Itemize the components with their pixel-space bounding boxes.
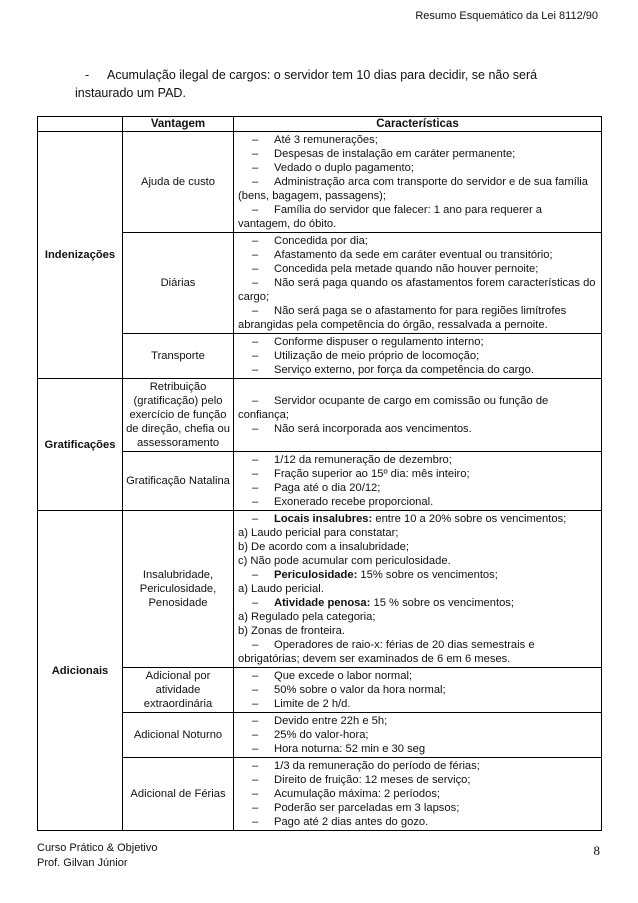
list-item [238, 815, 597, 829]
item-text: Serviço externo, por força da competência do cargo. [274, 364, 534, 376]
intro-bullet: - [85, 68, 90, 82]
dash-bullet: – [252, 423, 259, 435]
vantagem-cell: Adicional por atividade extraordinária [123, 668, 234, 713]
list-item [238, 759, 597, 773]
item-text: Acumulação máxima: 2 períodos; [274, 788, 441, 800]
dash-bullet: – [252, 454, 259, 466]
list-item [238, 742, 597, 756]
item-text: Direito de fruição: 12 meses de serviço; [274, 774, 471, 786]
item-text: Poderão ser parceladas em 3 lapsos; [274, 802, 460, 814]
item-text: Servidor ocupante de cargo em comissão ou função de confiança; [238, 395, 549, 421]
dash-bullet: – [252, 684, 259, 696]
page-number: 8 [593, 843, 600, 858]
table-row [38, 668, 602, 713]
item-text: 25% do valor-hora; [274, 729, 369, 741]
item-text: 15% sobre os vencimentos; [357, 569, 498, 581]
dash-bullet: – [252, 305, 259, 317]
table-row [38, 334, 602, 379]
list-item [238, 349, 597, 363]
dash-bullet: – [252, 162, 259, 174]
item-keyword: Locais insalubres: [274, 513, 373, 525]
dash-bullet: – [252, 364, 259, 376]
item-text: Hora noturna: 52 min e 30 seg [274, 743, 426, 755]
dash-bullet: – [252, 698, 259, 710]
item-text: Não será incorporada aos vencimentos. [274, 423, 472, 435]
list-item [238, 787, 597, 801]
dash-bullet: – [252, 235, 259, 247]
vantagem-cell: Ajuda de custo [123, 132, 234, 233]
table-row [38, 713, 602, 758]
caracteristicas-cell [234, 334, 602, 379]
item-text: entre 10 a 20% sobre os vencimentos; [372, 513, 567, 525]
vantagem-cell: Insalubridade, Periculosidade, Penosidade [123, 511, 234, 668]
list-item [238, 697, 597, 711]
dash-bullet: – [252, 639, 259, 651]
dash-bullet: – [252, 468, 259, 480]
list-item [238, 568, 597, 582]
header-empty [38, 117, 123, 132]
table-row [38, 758, 602, 831]
item-text: Despesas de instalação em caráter permanente; [274, 148, 516, 160]
dash-bullet: – [252, 277, 259, 289]
list-item [238, 773, 597, 787]
footer-author: Prof. Gilvan Júnior [37, 857, 128, 869]
dash-bullet: – [252, 148, 259, 160]
list-item [238, 147, 597, 161]
caracteristicas-cell [234, 713, 602, 758]
item-text: Administração arca com transporte do servidor e de sua família (bens, bagagem, passagens); [238, 176, 589, 202]
dash-bullet: – [252, 597, 259, 609]
dash-bullet: – [252, 729, 259, 741]
category-cell: Adicionais [38, 511, 123, 831]
caracteristicas-cell [234, 379, 602, 452]
item-text: Concedida pela metade quando não houver pernoite; [274, 263, 539, 275]
dash-bullet: – [252, 802, 259, 814]
header-caracteristicas: Características [234, 117, 602, 132]
dash-bullet: – [252, 715, 259, 727]
dash-bullet: – [252, 350, 259, 362]
item-text: Limite de 2 h/d. [274, 698, 351, 710]
sub-item: b) De acordo com a insalubridade; [238, 541, 410, 553]
item-text: 15 % sobre os vencimentos; [370, 597, 515, 609]
caracteristicas-cell [234, 511, 602, 668]
item-text: 1/3 da remuneração do período de férias; [274, 760, 480, 772]
vantagem-cell: Adicional Noturno [123, 713, 234, 758]
dash-bullet: – [252, 760, 259, 772]
list-item [238, 133, 597, 147]
item-text: Operadores de raio-x: férias de 20 dias semestrais e obrigatórias; devem ser examinados de 6 em 6 meses. [238, 639, 535, 665]
intro-text: Acumulação ilegal de cargos: o servidor tem 10 dias para decidir, se não será instaurado um PAD. [75, 68, 538, 100]
dash-bullet: – [252, 249, 259, 261]
dash-bullet: – [252, 395, 259, 407]
dash-bullet: – [252, 134, 259, 146]
vantagem-cell: Adicional de Férias [123, 758, 234, 831]
list-item [238, 335, 597, 349]
list-item [238, 175, 597, 203]
dash-bullet: – [252, 816, 259, 828]
list-item [238, 276, 597, 304]
benefits-table [37, 116, 602, 831]
caracteristicas-cell [234, 132, 602, 233]
list-item [238, 683, 597, 697]
list-item [238, 596, 597, 610]
item-text: Fração superior ao 15º dia: mês inteiro; [274, 468, 470, 480]
item-text: Família do servidor que falecer: 1 ano para requerer a vantagem, do óbito. [238, 204, 543, 230]
caracteristicas-cell [234, 758, 602, 831]
list-item [238, 248, 597, 262]
dash-bullet: – [252, 482, 259, 494]
vantagem-cell: Diárias [123, 233, 234, 334]
list-item [238, 453, 597, 467]
vantagem-cell: Gratificação Natalina [123, 452, 234, 511]
item-text: 1/12 da remuneração de dezembro; [274, 454, 452, 466]
caracteristicas-cell [234, 452, 602, 511]
dash-bullet: – [252, 336, 259, 348]
item-text: Utilização de meio próprio de locomoção; [274, 350, 480, 362]
item-text: Vedado o duplo pagamento; [274, 162, 414, 174]
footer-credits [37, 841, 157, 871]
table-header-row [38, 117, 602, 132]
list-item [238, 422, 597, 436]
footer-course: Curso Prático & Objetivo [37, 842, 158, 854]
item-text: Não será paga quando os afastamentos forem características do cargo; [238, 277, 596, 303]
list-item [238, 512, 597, 526]
dash-bullet: – [252, 743, 259, 755]
dash-bullet: – [252, 204, 259, 216]
header-vantagem: Vantagem [123, 117, 234, 132]
sub-item: a) Laudo pericial para constatar; [238, 527, 399, 539]
table-row [38, 132, 602, 233]
item-keyword: Atividade penosa: [274, 597, 371, 609]
sub-item: a) Regulado pela categoria; [238, 611, 376, 623]
list-item [238, 161, 597, 175]
item-text: Concedida por dia; [274, 235, 368, 247]
dash-bullet: – [252, 788, 259, 800]
vantagem-cell: Retribuição (gratificação) pelo exercício de função de direção, chefia ou assessoramento [123, 379, 234, 452]
vantagem-cell: Transporte [123, 334, 234, 379]
table-row [38, 511, 602, 668]
list-item [238, 203, 597, 231]
list-item [238, 495, 597, 509]
sub-item: a) Laudo pericial. [238, 583, 324, 595]
item-text: Conforme dispuser o regulamento interno; [274, 336, 484, 348]
list-item [238, 728, 597, 742]
list-item [238, 234, 597, 248]
item-text: Afastamento da sede em caráter eventual ou transitório; [274, 249, 553, 261]
dash-bullet: – [252, 569, 259, 581]
item-keyword: Periculosidade: [274, 569, 358, 581]
item-text: Pago até 2 dias antes do gozo. [274, 816, 429, 828]
table-row [38, 452, 602, 511]
dash-bullet: – [252, 176, 259, 188]
list-item [238, 669, 597, 683]
list-item [238, 394, 597, 422]
category-cell: Gratificações [38, 379, 123, 511]
sub-item: c) Não pode acumular com periculosidade. [238, 555, 451, 567]
dash-bullet: – [252, 670, 259, 682]
item-text: Até 3 remunerações; [274, 134, 378, 146]
list-item [238, 638, 597, 666]
item-text: Paga até o dia 20/12; [274, 482, 381, 494]
dash-bullet: – [252, 263, 259, 275]
item-text: Exonerado recebe proporcional. [274, 496, 434, 508]
list-item [238, 481, 597, 495]
table-body [38, 132, 602, 831]
item-text: 50% sobre o valor da hora normal; [274, 684, 446, 696]
intro-paragraph [75, 66, 595, 102]
caracteristicas-cell [234, 668, 602, 713]
list-item [238, 714, 597, 728]
caracteristicas-cell [234, 233, 602, 334]
item-text: Devido entre 22h e 5h; [274, 715, 388, 727]
list-item [238, 363, 597, 377]
dash-bullet: – [252, 513, 259, 525]
running-header: Resumo Esquemático da Lei 8112/90 [415, 10, 598, 22]
category-cell: Indenizações [38, 132, 123, 379]
list-item [238, 801, 597, 815]
list-item [238, 304, 597, 332]
item-text: Não será paga se o afastamento for para regiões limítrofes abrangidas pela competência do órgão, ressalvada a pernoite. [238, 305, 567, 331]
table-row [38, 379, 602, 452]
list-item [238, 467, 597, 481]
list-item [238, 262, 597, 276]
sub-item: b) Zonas de fronteira. [238, 625, 345, 637]
dash-bullet: – [252, 496, 259, 508]
dash-bullet: – [252, 774, 259, 786]
table-row [38, 233, 602, 334]
item-text: Que excede o labor normal; [274, 670, 413, 682]
